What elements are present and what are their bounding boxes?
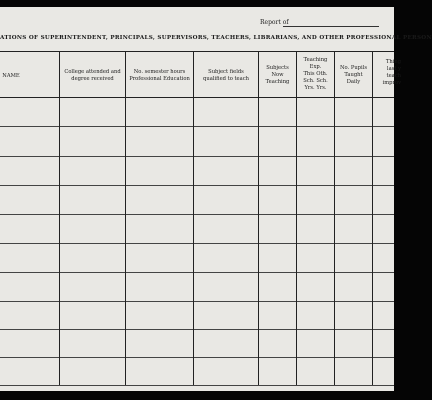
- col-header-things-improved: Thing last y teach improv: [382, 59, 401, 86]
- report-of-label: Report of: [260, 19, 289, 26]
- form-title: ATIONS OF SUPERINTENDENT, PRINCIPALS, SUPERVISORS, TEACHERS, LIBRARIANS, AND OTHER PROFESSIONAL PERSON: [0, 35, 432, 41]
- column-rule: [193, 51, 194, 385]
- col-header-semester-hours: No. semester hours Professional Education: [129, 69, 190, 82]
- col-header-pupils: No. Pupils Taught Daily: [339, 65, 367, 85]
- column-rule: [372, 51, 373, 385]
- column-rule: [334, 51, 335, 385]
- col-header-teaching-exp: Teaching Exp. This Oth. Sch. Sch. Yrs. Yrs.: [303, 57, 328, 91]
- column-rule: [59, 51, 60, 385]
- col-header-subject-fields: Subject fields qualified to teach: [203, 69, 249, 82]
- table-bottom-rule: [0, 385, 394, 386]
- report-of-blank-line: [283, 26, 379, 27]
- column-rule: [125, 51, 126, 385]
- column-rule: [296, 51, 297, 385]
- col-header-subjects-now: Subjects Now Teaching: [265, 65, 290, 85]
- col-header-name: NAME: [2, 73, 20, 79]
- col-header-college: College attended and degree received: [64, 69, 121, 82]
- form-sheet: [0, 7, 432, 391]
- column-rule: [258, 51, 259, 385]
